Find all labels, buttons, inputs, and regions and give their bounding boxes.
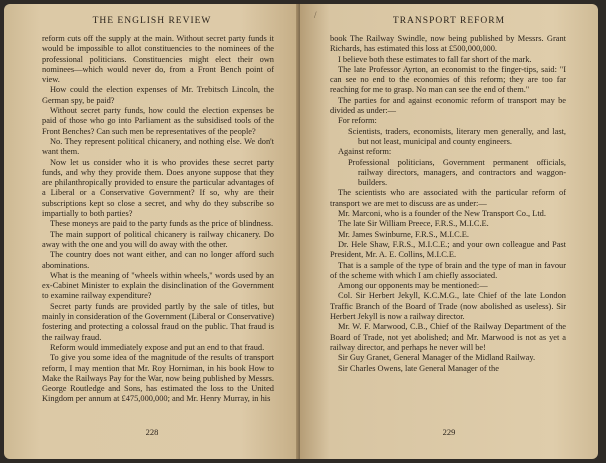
paragraph: Mr. W. F. Marwood, C.B., Chief of the Railway Department of the Board of Trade, not yet abolished; and Mr. Marwood is not as yet a railway director, and perhaps he never will be!	[330, 322, 566, 352]
paragraph: That is a sample of the type of brain and the type of man in favour of the scheme with which I am chiefly associated.	[330, 260, 566, 280]
paragraph: The late Sir William Preece, F.R.S., M.I.C.E.	[338, 219, 489, 229]
paragraph: What is the meaning of "wheels within wheels," words used by an ex-Cabinet Minister to explain the disinclination of the Government to examine railway expenditure?	[42, 270, 274, 301]
paragraph: Dr. Hele Shaw, F.R.S., M.I.C.E.; and your own colleague and Past President, Mr. A. E. Collins, M.I.C.E.	[330, 239, 566, 260]
paragraph: The late Professor Ayrton, an economist to the finger-tips, said: "I can see no end to the economies of this reform; they are too far reaching for me to grasp. No man can see the end of them."	[330, 64, 566, 95]
paragraph: The country does not want either, and can no longer afford such abominations.	[42, 250, 274, 270]
paragraph: reform cuts off the supply at the main. Without secret party funds it would be impossible to allot constituencies to the nominees of the professional politicians. Constituencies might elect their own nominees—which would never do, from a Front Bench point of view.	[42, 34, 274, 85]
paragraph: The main support of political chicanery is railway chicanery. Do away with the one and you will do away with the other.	[42, 229, 274, 249]
left-page-body	[42, 34, 274, 405]
paragraph: Col. Sir Herbert Jekyll, K.C.M.G., late Chief of the late London Traffic Branch of the Board of Trade (now abolished as useless). Sir Herbert Jekyll is now a railway director.	[330, 291, 566, 322]
page-number-left: 228	[145, 427, 159, 437]
paragraph: book The Railway Swindle, now being published by Messrs. Grant Richards, has estimated this loss at £500,000,000.	[330, 34, 566, 54]
right-page-body	[330, 34, 566, 374]
paragraph: Scientists, traders, economists, literary men generally, and last, but not least, municipal and county engineers.	[348, 126, 566, 146]
paragraph: Professional politicians, Government permanent officials, railway directors, managers, and contractors and waggon-builders.	[348, 157, 566, 188]
running-header-right: TRANSPORT REFORM	[392, 16, 506, 26]
paragraph: To give you some idea of the magnitude of the results of transport reform, I may mention that Mr. Roy Horniman, in his book How to Make the Railways Pay for the War, now being published by Messrs. George Routledge and Sons, has estimated the loss to the United Kingdom per annum at £475,000,000; and Mr. Henry Murray, in his	[42, 353, 274, 404]
corner-mark: /	[314, 10, 317, 20]
paragraph: For reform:	[338, 116, 377, 126]
paragraph: Without secret party funds, how could the election expenses be paid of those who go into Parliament as the subsidised tools of the Front Benches? Can such men be representatives of the people?	[42, 106, 274, 136]
running-header-left: THE ENGLISH REVIEW	[92, 16, 212, 26]
paragraph: Mr. Marconi, who is a founder of the New Transport Co., Ltd.	[338, 209, 546, 219]
paragraph: No. They represent political chicanery, and nothing else. We don't want them.	[42, 136, 274, 157]
paragraph: Reform would immediately expose and put an end to that fraud.	[50, 342, 265, 352]
page-number-right: 229	[442, 427, 456, 437]
paragraph: Secret party funds are provided partly by the sale of titles, but mainly in consideration of the Government (Liberal or Conservative) fostering and protecting a colossal fraud on the public. That fraud is the railway fraud.	[42, 301, 274, 342]
right-page	[300, 4, 598, 459]
paragraph: Sir Guy Granet, General Manager of the Midland Railway.	[338, 353, 536, 363]
left-page	[4, 4, 300, 459]
paragraph: Against reform:	[338, 147, 392, 157]
paragraph: Mr. James Swinburne, F.R.S., M.I.C.E.	[338, 229, 470, 239]
paragraph: Now let us consider who it is who provides these secret party funds, and why they provide them. Does anyone suppose that they are philanthropically provided to ensure the particular advantages of a Liberal or a Conservative Government? If so, why are their subscriptions kept so close a secret, and why do they subscribe so impartially to both parties?	[42, 157, 274, 219]
paragraph: How could the election expenses of Mr. Trebitsch Lincoln, the German spy, be paid?	[42, 85, 274, 105]
paragraph: These moneys are paid to the party funds as the price of blindness.	[50, 219, 274, 229]
paragraph: Sir Charles Owens, late General Manager of the	[338, 363, 499, 373]
paragraph: The scientists who are associated with the particular reform of transport we are met to discuss are as under:—	[330, 188, 566, 208]
paragraph: I believe both these estimates to fall far short of the mark.	[338, 54, 532, 64]
paragraph: Among our opponents may be mentioned:—	[338, 281, 488, 291]
paragraph: The parties for and against economic reform of transport may be divided as under:—	[330, 95, 566, 116]
